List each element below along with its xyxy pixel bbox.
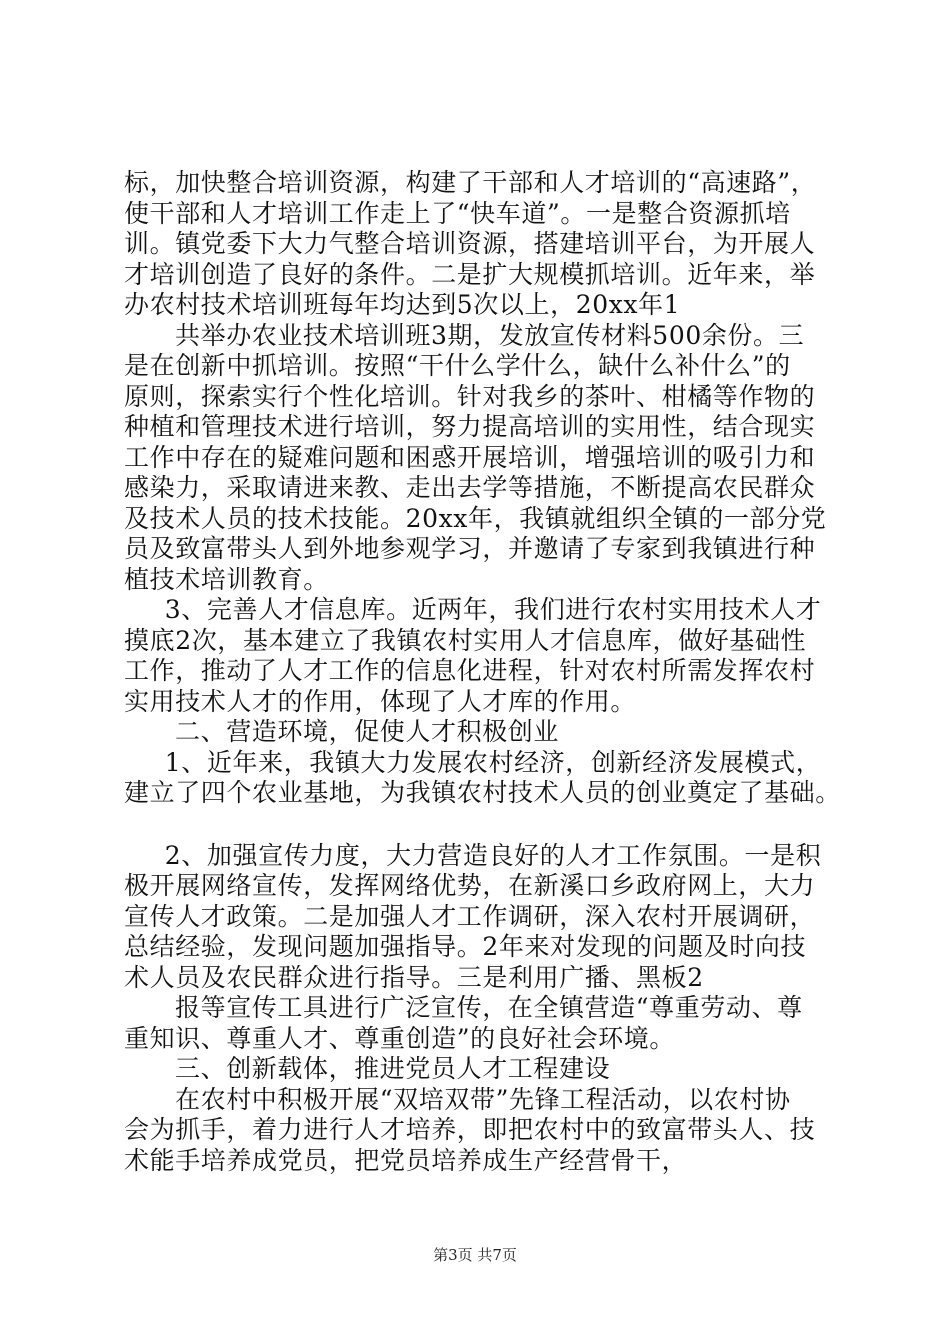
text-line: 员及致富带头人到外地参观学习，并邀请了专家到我镇进行种 xyxy=(124,534,816,563)
body-text xyxy=(124,168,850,1176)
text-line: 报等宣传工具进行广泛宣传，在全镇营造“尊重劳动、尊 xyxy=(175,993,803,1022)
text-line: 术能手培养成党员，把党员培养成生产经营骨干， xyxy=(124,1145,688,1175)
text-line: 原则，探索实行个性化培训。针对我乡的茶叶、柑橘等作物的 xyxy=(124,381,816,411)
text-line: 训。镇党委下大力气整合培训资源，搭建培训平台，为开展人 xyxy=(124,229,816,258)
text-line: 实用技术人才的作用，体现了人才库的作用。 xyxy=(124,686,637,716)
text-line: 是在创新中抓培训。按照“干什么学什么，缺什么补什么”的 xyxy=(124,351,791,380)
text-line: 摸底2次，基本建立了我镇农村实用人才信息库，做好基础性 xyxy=(124,625,807,655)
text-line: 才培训创造了良好的条件。二是扩大规模抓培训。近年来，举 xyxy=(124,259,816,289)
text-line: 工作，推动了人才工作的信息化进程，针对农村所需发挥农村 xyxy=(124,656,816,685)
text-line: 共举办农业技术培训班3期，发放宣传材料500余份。三 xyxy=(175,320,805,350)
text-line: 及技术人员的技术技能。20xx年，我镇就组织全镇的一部分党 xyxy=(124,503,827,533)
text-line: 3、完善人才信息库。近两年，我们进行农村实用技术人才 xyxy=(164,595,822,624)
text-block-1 xyxy=(124,168,850,809)
text-line: 三、创新载体，推进党员人才工程建设 xyxy=(175,1054,611,1083)
text-line: 重知识、尊重人才、尊重创造”的良好社会环境。 xyxy=(124,1023,675,1053)
text-line: 工作中存在的疑难问题和困惑开展培训，增强培训的吸引力和 xyxy=(124,442,816,472)
text-line: 植技术培训教育。 xyxy=(124,564,329,594)
text-line: 2、加强宣传力度，大力营造良好的人才工作氛围。一是积 xyxy=(164,840,822,870)
text-line: 二、营造环境，促使人才积极创业 xyxy=(175,717,560,746)
text-line: 建立了四个农业基地，为我镇农村技术人员的创业奠定了基础。 xyxy=(124,778,841,807)
text-line: 种植和管理技术进行培训，努力提高培训的实用性，结合现实 xyxy=(124,412,816,441)
text-line: 在农村中积极开展“双培双带”先锋工程活动，以农村协 xyxy=(175,1084,791,1114)
paragraph-gap xyxy=(124,809,850,841)
text-line: 宣传人才政策。二是加强人才工作调研，深入农村开展调研， xyxy=(124,901,816,931)
text-line: 总结经验，发现问题加强指导。2年来对发现的问题及时向技 xyxy=(124,932,807,961)
text-line: 办农村技术培训班每年均达到5次以上，20xx年1 xyxy=(124,290,681,319)
text-line: 使干部和人才培训工作走上了“快车道”。一是整合资源抓培 xyxy=(124,198,791,228)
text-line: 极开展网络宣传，发挥网络优势，在新溪口乡政府网上，大力 xyxy=(124,871,816,900)
text-line: 感染力，采取请进来教、走出去学等措施，不断提高农民群众 xyxy=(124,473,816,502)
text-block-2 xyxy=(124,841,850,1177)
text-line: 术人员及农民群众进行指导。三是利用广播、黑板2 xyxy=(124,962,704,992)
text-line: 会为抓手，着力进行人才培养，即把农村中的致富带头人、技 xyxy=(124,1115,816,1144)
page-footer: 第3页 共7页 xyxy=(433,1246,517,1264)
text-line: 1、近年来，我镇大力发展农村经济，创新经济发展模式， xyxy=(164,747,822,777)
text-line: 标，加快整合培训资源，构建了干部和人才培训的“高速路”， xyxy=(124,168,817,197)
